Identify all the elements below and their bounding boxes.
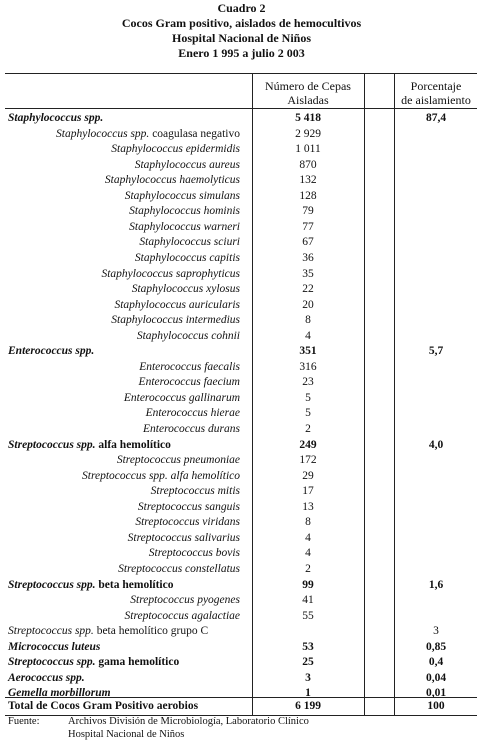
table-row [5,453,477,469]
organism-name [8,578,173,594]
table-row [5,671,477,687]
organism-name [8,655,179,671]
isolate-count: 4 [305,329,311,342]
organism-name [138,500,240,516]
organism-name [117,453,240,469]
isolate-count: 13 [302,500,314,513]
isolate-percent: 0,85 [425,640,447,653]
organism-name [8,344,94,360]
isolate-count: 79 [302,205,314,218]
organism-name [56,127,240,143]
organism-qualifier: beta hemolítico grupo C [93,625,209,638]
table-row [5,298,477,314]
total-row [5,699,477,715]
isolate-count: 2 [305,562,311,575]
isolate-percent: 87,4 [425,112,447,124]
isolate-count: 99 [302,578,314,591]
organism-name [129,220,240,236]
table-row [5,142,477,158]
isolate-count: 5 [305,407,311,420]
isolate-count: 316 [299,360,317,373]
table-row [5,546,477,562]
organism-genus: Staphylococcus cohnii [136,329,240,342]
table-row [5,578,477,594]
table-row [5,562,477,578]
table-row [5,267,477,283]
organism-name [8,640,100,656]
organism-genus: Staphylococcus spp. [56,127,150,140]
organism-name [8,111,103,127]
isolate-count: 1 011 [295,143,321,156]
caption-title: Cocos Gram positivo, aislados de hemocultivos [121,16,362,30]
organism-name [8,671,85,687]
organism-name [135,251,240,267]
organism-genus: Gemella morbillorum [8,687,111,700]
organism-name [105,173,240,189]
table-row [5,515,477,531]
table-row [5,624,477,640]
caption-number: Cuadro 2 [217,1,266,15]
isolate-count: 22 [302,283,314,296]
total-rule-top [5,697,477,698]
isolate-count: 53 [302,640,314,653]
isolate-count: 172 [299,454,317,467]
isolate-count: 128 [299,189,317,202]
isolate-count: 20 [302,298,314,311]
column-divider [394,73,395,715]
table-row [5,189,477,205]
table-row [5,484,477,500]
table-row [5,609,477,625]
organism-genus: Staphylococcus epidermidis [111,143,240,156]
source-line-1: Archivos División de Microbiología, Laboratorio Clínico [68,716,309,727]
table-caption [0,0,483,61]
organism-genus: Streptococcus sanguis [137,500,240,513]
isolate-count: 2 929 [295,127,321,140]
isolate-count: 29 [302,469,314,482]
isolate-count: 4 [305,547,311,560]
table-row [5,640,477,656]
organism-genus: Streptococcus pneumoniae [116,454,240,467]
organism-genus: Streptococcus mitis [150,485,240,498]
organism-name [137,329,240,345]
organism-qualifier: beta hemolítico [95,578,174,591]
organism-genus: Streptococcus spp. [8,438,96,451]
organism-genus: Streptococcus viridans [135,516,240,529]
table-row [5,360,477,376]
caption-hospital: Hospital Nacional de Niños [171,31,312,45]
organism-genus: Staphylococcus capitis [134,251,240,264]
table-row [5,173,477,189]
organism-name [82,469,240,485]
organism-name [111,142,240,158]
organism-genus: Aerococcus spp. [8,671,85,684]
table-row [5,111,477,127]
organism-qualifier: gama hemolítico [95,656,180,669]
organism-name [135,515,240,531]
total-percent: 100 [427,700,445,712]
organism-name [151,484,240,500]
table-row [5,158,477,174]
organism-genus: Streptococcus spp. [8,578,96,591]
organism-genus: Staphylococcus auricularis [114,298,240,311]
isolate-count: 132 [299,174,317,187]
table-row [5,406,477,422]
column-divider [364,73,365,715]
isolate-percent: 5,7 [428,345,444,358]
table-row [5,204,477,220]
table-row [5,422,477,438]
isolate-count: 4 [305,531,311,544]
organism-qualifier: alfa hemolítico [95,438,171,451]
isolate-count: 351 [299,345,317,358]
table-row [5,282,477,298]
organism-name [132,282,240,298]
organism-name [129,204,240,220]
organism-genus: Staphylococcus haemolyticus [104,174,240,187]
table-row [5,655,477,671]
organism-genus: Enterococcus durans [143,423,240,435]
isolate-count: 55 [302,609,314,622]
table-row [5,438,477,454]
organism-genus: Staphylococcus saprophyticus [101,267,240,280]
organism-genus: Staphylococcus xylosus [131,283,240,296]
total-count: 6 199 [295,700,321,712]
organism-genus: Streptococcus constellatus [118,562,240,575]
organism-name [130,593,240,609]
organism-genus: Staphylococcus warneri [129,220,240,233]
organism-name [135,158,240,174]
isolate-count: 5 [305,391,311,404]
isolate-percent: 1,6 [428,578,444,591]
organism-name [124,391,240,407]
isolate-percent: 0,01 [425,687,447,700]
table-row [5,344,477,360]
organism-name [8,624,208,640]
isolate-percent: 3 [433,625,439,638]
isolate-count: 1 [305,687,311,700]
organism-name [101,267,240,283]
column-header-percent: Porcentaje de aislamiento [401,79,471,107]
table-row [5,251,477,267]
isolate-count: 8 [305,516,311,529]
organism-genus: Staphylococcus simulans [124,189,240,202]
organism-genus: Micrococcus luteus [8,640,101,653]
organism-genus: Streptococcus agalactiae [124,609,240,622]
isolate-count: 77 [302,220,314,233]
organism-genus: Staphylococcus hominis [129,205,240,218]
organism-qualifier: coagulasa negativo [149,127,240,140]
table-row [5,531,477,547]
table-top-rule [5,73,477,74]
organism-genus: Enterococcus faecium [138,376,240,389]
isolate-count: 3 [305,671,311,684]
source-label: Fuente: [8,716,40,727]
isolate-count: 35 [302,267,314,280]
organism-genus: Streptococcus pyogenes [130,594,240,607]
organism-genus: Streptococcus spp. [8,625,94,638]
isolate-count: 5 418 [295,112,321,124]
table-row [5,127,477,143]
isolate-percent: 4,0 [428,438,444,451]
isolate-count: 870 [299,158,317,171]
isolate-count: 2 [305,423,311,435]
table-row [5,329,477,345]
organism-name [139,360,240,376]
organism-genus: Staphylococcus sciuri [139,236,240,249]
organism-name [125,609,241,625]
organism-genus: Enterococcus faecalis [139,360,240,373]
organism-genus: Streptococcus spp. alfa hemolítico [82,469,240,482]
organism-genus: Staphylococcus aureus [134,158,240,171]
organism-genus: Streptococcus bovis [148,547,240,560]
isolate-count: 25 [302,656,314,669]
table-row [5,220,477,236]
isolate-count: 67 [302,236,314,249]
organism-genus: Staphylococcus intermedius [111,314,240,327]
table-row [5,391,477,407]
table-row [5,313,477,329]
table-row [5,500,477,516]
isolate-count: 8 [305,314,311,327]
table-row [5,469,477,485]
source-note [8,715,309,741]
organism-genus: Enterococcus hierae [145,407,240,420]
caption-period: Enero 1 995 a julio 2 003 [178,46,305,60]
organism-name [111,313,240,329]
header-rule [5,108,477,109]
organism-genus: Staphylococcus spp. [8,112,104,124]
organism-genus: Streptococcus salivarius [127,531,240,544]
organism-name [139,375,240,391]
isolate-count: 17 [302,485,314,498]
column-divider [252,73,253,715]
organism-name [8,438,171,454]
organism-name [139,235,240,251]
organism-genus: Enterococcus gallinarum [123,391,240,404]
organism-name [114,298,240,314]
isolate-count: 23 [302,376,314,389]
isolate-percent: 0,4 [428,656,444,669]
organism-name [128,531,240,547]
organism-name [146,406,240,422]
table-row [5,593,477,609]
organism-name [125,189,240,205]
isolate-count: 249 [299,438,317,451]
organism-genus: Enterococcus spp. [8,345,95,358]
organism-name [118,562,240,578]
table-row [5,375,477,391]
source-line-2: Hospital Nacional de Niños [68,729,185,740]
isolate-count: 36 [302,251,314,264]
table-row [5,235,477,251]
organism-name [143,422,240,438]
column-header-number: Número de Cepas Aisladas [265,79,351,107]
isolate-percent: 0,04 [425,671,447,684]
isolate-count: 41 [302,594,314,607]
organism-name [149,546,240,562]
total-label: Total de Cocos Gram Positivo aerobios [8,700,199,712]
organism-genus: Streptococcus spp. [8,656,96,669]
